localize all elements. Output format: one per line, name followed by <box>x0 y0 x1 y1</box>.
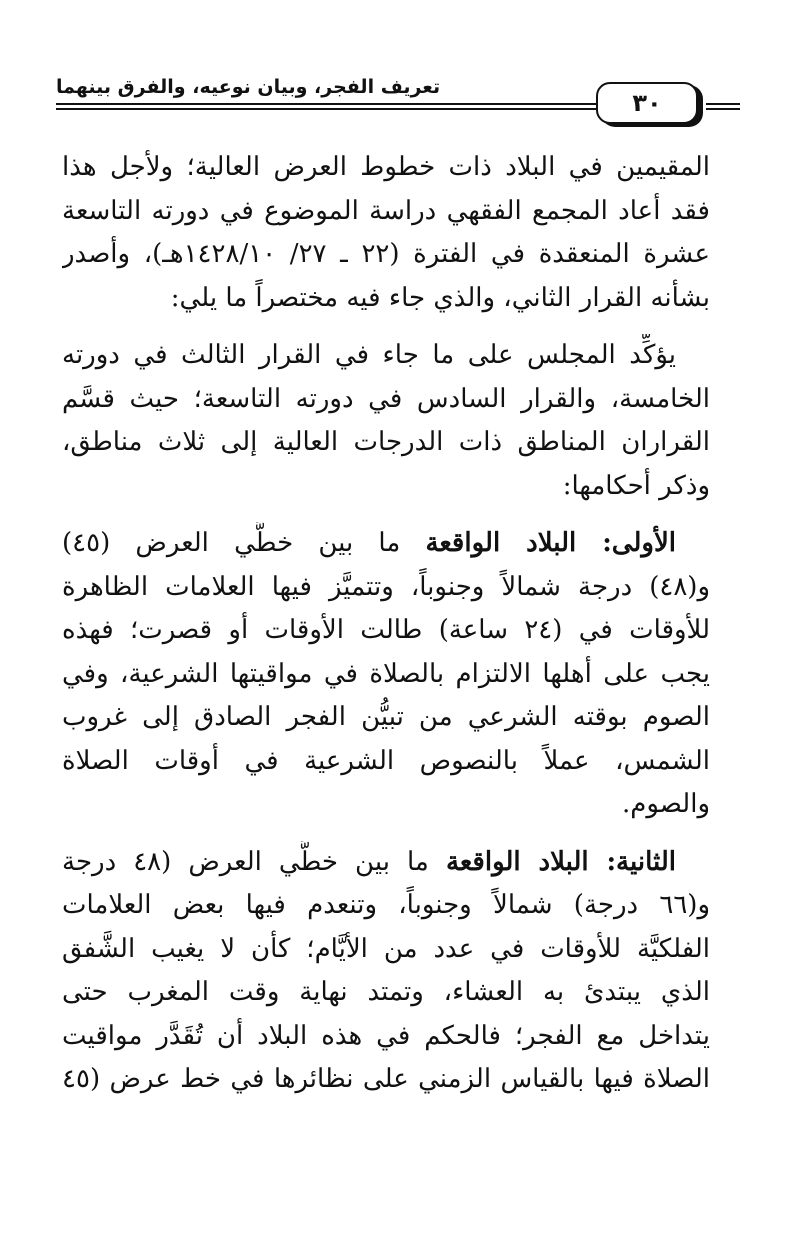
text-line-lead <box>62 841 710 885</box>
page-number: ٣٠ <box>632 89 662 117</box>
section-lead-text: ما بين خطَّي العرض (٤٥) <box>62 528 426 558</box>
text-line: الصلاة فيها بالقياس الزمني على نظائرها في خط عرض (٤٥ <box>62 1064 710 1094</box>
page-header <box>56 68 740 132</box>
paragraph-2 <box>62 334 710 508</box>
section-lead-bold: الثانية: البلاد الواقعة <box>445 846 676 877</box>
text-line: وذكر أحكامها: <box>562 470 710 501</box>
text-line: يتداخل مع الفجر؛ فالحكم في هذه البلاد أن تُقَدَّر مواقيت <box>62 1020 710 1051</box>
text-line: المقيمين في البلاد ذات خطوط العرض العالية؛ ولأجل هذا <box>62 152 710 182</box>
text-line: الذي يبتدئ به العشاء، وتمتد نهاية وقت المغرب حتى <box>62 977 710 1007</box>
text-line-lead <box>62 522 710 566</box>
paragraph-1 <box>62 146 710 320</box>
text-line: القراران المناطق ذات الدرجات العالية إلى ثلاث مناطق، <box>62 427 710 457</box>
header-double-rule <box>56 103 596 111</box>
running-title: تعريف الفجر، وبيان نوعيه، والفرق بينهما <box>56 76 441 98</box>
text-line: عشرة المنعقدة في الفترة (٢٢ ـ ٢٧/ ١٤٢٨/١٠هـ)، وأصدر <box>62 239 710 269</box>
text-line: الفلكيَّة للأوقات في عدد من الأيَّام؛ كأن لا يغيب الشَّفق <box>62 933 710 964</box>
text-line: الشمس، عملاً بالنصوص الشرعية في أوقات الصلاة <box>62 745 710 776</box>
text-line: فقد أعاد المجمع الفقهي دراسة الموضوع في دورته التاسعة <box>62 195 710 226</box>
header-double-rule-right <box>706 103 740 111</box>
paragraph-4 <box>62 841 710 1102</box>
text-line: يجب على أهلها الالتزام بالصلاة في مواقيتها الشرعية، وفي <box>62 658 710 689</box>
text-line: و(٦٦ درجة) شمالاً وجنوباً، وتنعدم فيها بعض العلامات <box>62 890 710 920</box>
text-line: الصوم بوقته الشرعي من تبيُّن الفجر الصادق إلى غروب <box>62 702 710 732</box>
paragraph-3 <box>62 522 710 827</box>
section-lead-text: ما بين خطَّي العرض (٤٨ درجة <box>62 846 446 877</box>
text-line: بشأنه القرار الثاني، والذي جاء فيه مختصراً ما يلي: <box>170 282 710 313</box>
text-line: للأوقات في (٢٤ ساعة) طالت الأوقات أو قصرت؛ فهذه <box>62 615 710 645</box>
text-line: والصوم. <box>621 789 710 819</box>
body-text <box>62 146 710 1102</box>
text-line: يؤكِّد المجلس على ما جاء في القرار الثالث في دورته <box>62 340 676 370</box>
text-line: الخامسة، والقرار السادس في دورته التاسعة؛ حيث قسَّم <box>62 383 710 414</box>
text-line: و(٤٨) درجة شمالاً وجنوباً، وتتميَّز فيها العلامات الظاهرة <box>62 571 710 602</box>
section-lead-bold: الأولى: البلاد الواقعة <box>425 528 676 558</box>
page-number-badge <box>596 82 698 124</box>
